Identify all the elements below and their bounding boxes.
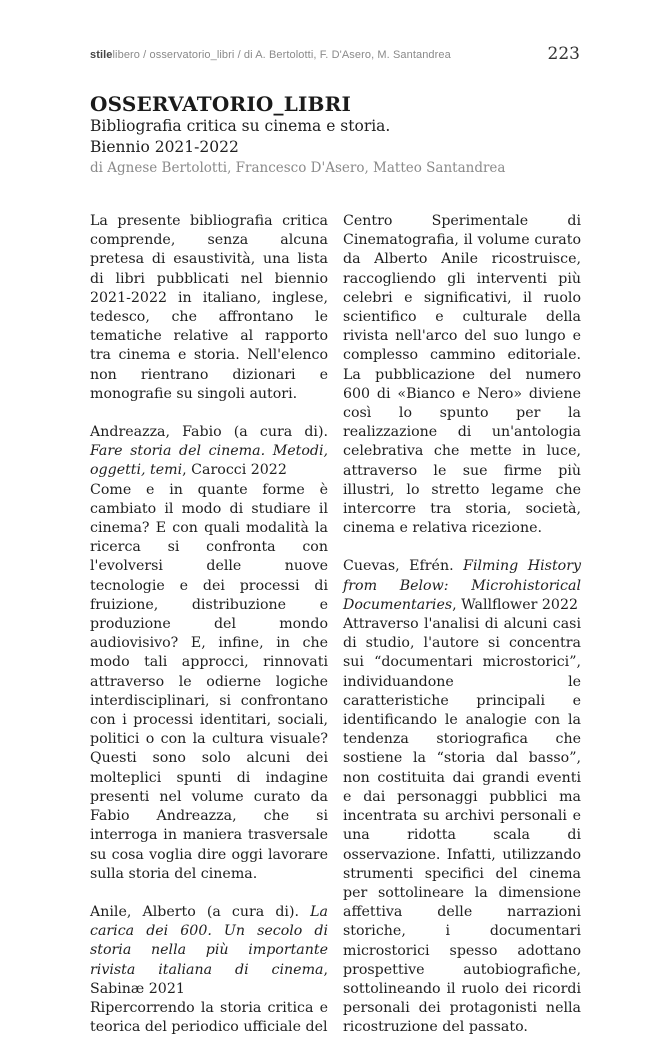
intro-paragraph: La presente bibliografia critica comprende, senza alcuna pretesa di esaustività, una lista di libri pubblicati nel biennio 2021-2022 in italiano, inglese, tedesco, che affrontano le tematiche relative al rapporto tra cinema e storia. Nell'elenco non rientrano dizionari e monografie su singoli autori. xyxy=(90,213,328,402)
section-title: OSSERVATORIO_LIBRI xyxy=(90,92,352,116)
entry-body-continued: Centro Sperimentale di Cinematografia, il volume curato da Alberto Anile ricostruisce, raccogliendo gli interventi più celebri e significativi, il ruolo scientifico e culturale della rivista nell'arco del suo lungo e complesso cammino editoriale. La pubblicazione del numero 600 di «Bianco e Nero» diviene così lo spunto per la realizzazione di un'antologia celebrativa che mette in luce, attraverso le sue firme più illustri, lo stretto legame che intercorre tra storia, società, cinema e relativa ricezione. xyxy=(343,213,581,537)
entry-citation xyxy=(90,423,328,481)
running-head-text xyxy=(90,49,451,61)
entry-author: Cuevas, Efrén. xyxy=(343,558,454,575)
authors-line: di Agnese Bertolotti, Francesco D'Asero, Matteo Santandrea xyxy=(90,160,506,176)
entry-publisher: , Carocci 2022 xyxy=(182,462,287,479)
journal-brand-bold: stile xyxy=(90,49,113,61)
running-head-path: / osservatorio_libri / di A. Bertolotti, F. D'Asero, M. Santandrea xyxy=(140,49,451,61)
left-column xyxy=(90,212,328,1037)
entry-body: Come e in quante forme è cambiato il modo di studiare il cinema? E con quali modalità la ricerca si confronta con l'evolversi delle nuove tecnologie e dei processi di fruizione, distribuzione e produzione del mondo audiovisivo? E, infine, in che modo tali approcci, rinnovati attraverso le odierne logiche interdisciplinari, si confrontano con i processi identitari, sociali, politici o con la cultura visuale? Questi sono solo alcuni dei molteplici spunti di indagine presenti nel volume curato da Fabio Andreazza, che si interroga in maniera trasversale su cosa voglia dire oggi lavorare sulla storia del cinema. xyxy=(90,481,328,882)
entry-book-title: Fare storia del cinema. Metodi, oggetti, temi xyxy=(90,443,328,479)
subtitle-line-1: Bibliografia critica su cinema e storia. xyxy=(90,117,391,135)
right-column xyxy=(343,212,581,1038)
title-block xyxy=(90,92,590,178)
entry-body: Ripercorrendo la storia critica e teorica del periodico ufficiale del xyxy=(90,999,328,1036)
subtitle-line-2: Biennio 2021-2022 xyxy=(90,138,239,156)
entry-book-title: La carica dei 600. Un secolo di storia nella più importante rivista italiana di cinema xyxy=(90,903,329,978)
entry-book-title: Filming History from Below: Microhistorical Documentaries xyxy=(343,558,581,613)
entry-publisher: , Wallflower 2022 xyxy=(452,596,578,613)
entry-body: Attraverso l'analisi di alcuni casi di studio, l'autore si concentra sui “documentari microstorici”, individuandone le caratteristiche principali e identificando le analogie con la tendenza storiografica che sostiene la “storia dal basso”, non costituita dai grandi eventi e dai personaggi pubblici ma incentrata su archivi personali e una ridotta scala di osservazione. Infatti, utilizzando strumenti specifici del cinema per sottolineare la dimensione affettiva delle narrazioni storiche, i documentari microstorici spesso adottano prospettive autobiografiche, sottolineando il ruolo dei ricordi personali dei protagonisti nella ricostruzione del passato. xyxy=(343,616,581,1036)
entry-citation xyxy=(90,903,328,999)
running-head xyxy=(90,44,580,64)
entry-author: Andreazza, Fabio (a cura di). xyxy=(90,424,328,441)
journal-brand-light: libero xyxy=(112,49,141,61)
page-number: 223 xyxy=(547,44,580,64)
entry-publisher: , Sabinæ 2021 xyxy=(90,961,328,997)
entry-citation xyxy=(343,557,581,615)
entry-author: Anile, Alberto (a cura di). xyxy=(90,903,300,920)
